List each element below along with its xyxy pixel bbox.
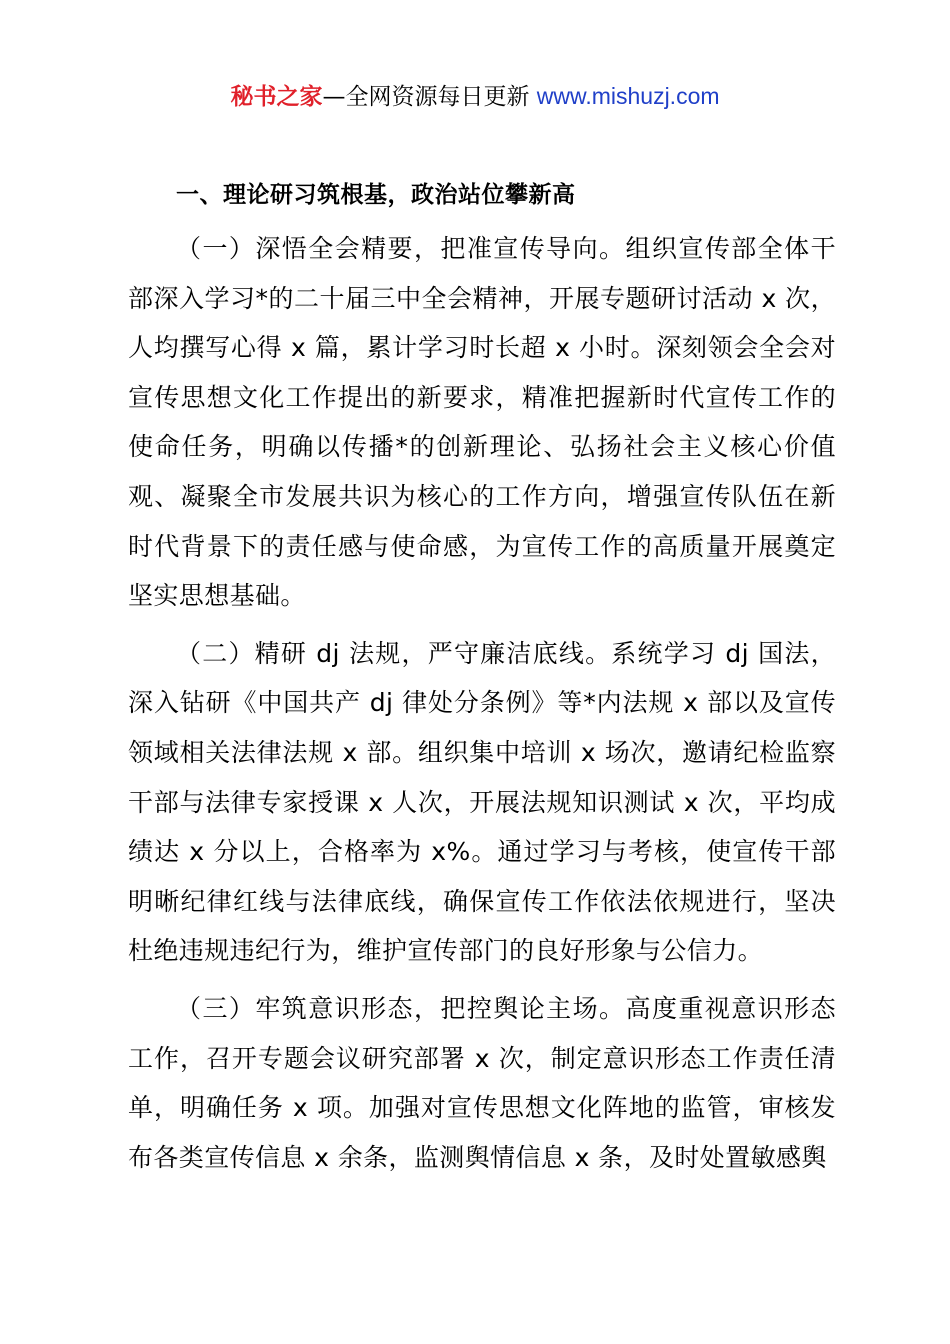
paragraph-2: （二）精研 dj 法规，严守廉洁底线。系统学习 dj 国法，深入钻研《中国共产 dj 律处分条例》等*内法规 x 部以及宣传领域相关法律法规 x 部。组织集中培训 x 场次，邀请纪检监察干部与法律专家授课 x 人次，开展法规知识测试 x 次，平均成绩达 x 分以上，合格率为 x%。通过学习与考核，使宣传干部明晰纪律红线与法律底线，确保宣传工作依法依规进行，坚决杜绝违规违纪行为，维护宣传部门的良好形象与公信力。 (128, 638, 836, 966)
section-heading: 一、理论研习筑根基，政治站位攀新高 (176, 182, 576, 208)
brand-name: 秘书之家 (230, 84, 323, 110)
site-header (0, 80, 950, 113)
document-body (128, 180, 836, 1182)
header-tagline: —全网资源每日更新 (322, 84, 537, 110)
site-url-link[interactable]: www.mishuzj.com (536, 83, 720, 109)
paragraph-3: （三）牢筑意识形态，把控舆论主场。高度重视意识形态工作，召开专题会议研究部署 x 次，制定意识形态工作责任清单，明确任务 x 项。加强对宣传思想文化阵地的监管，审核发布各类宣传信息 x 余条，监测舆情信息 x 条，及时处置敏感舆 (128, 993, 836, 1172)
paragraph-1: （一）深悟全会精要，把准宣传导向。组织宣传部全体干部深入学习*的二十届三中全会精神，开展专题研讨活动 x 次，人均撰写心得 x 篇，累计学习时长超 x 小时。深刻领会全会对宣传思想文化工作提出的新要求，精准把握新时代宣传工作的使命任务，明确以传播*的创新理论、弘扬社会主义核心价值观、凝聚全市发展共识为核心的工作方向，增强宣传队伍在新时代背景下的责任感与使命感，为宣传工作的高质量开展奠定坚实思想基础。 (128, 234, 836, 611)
